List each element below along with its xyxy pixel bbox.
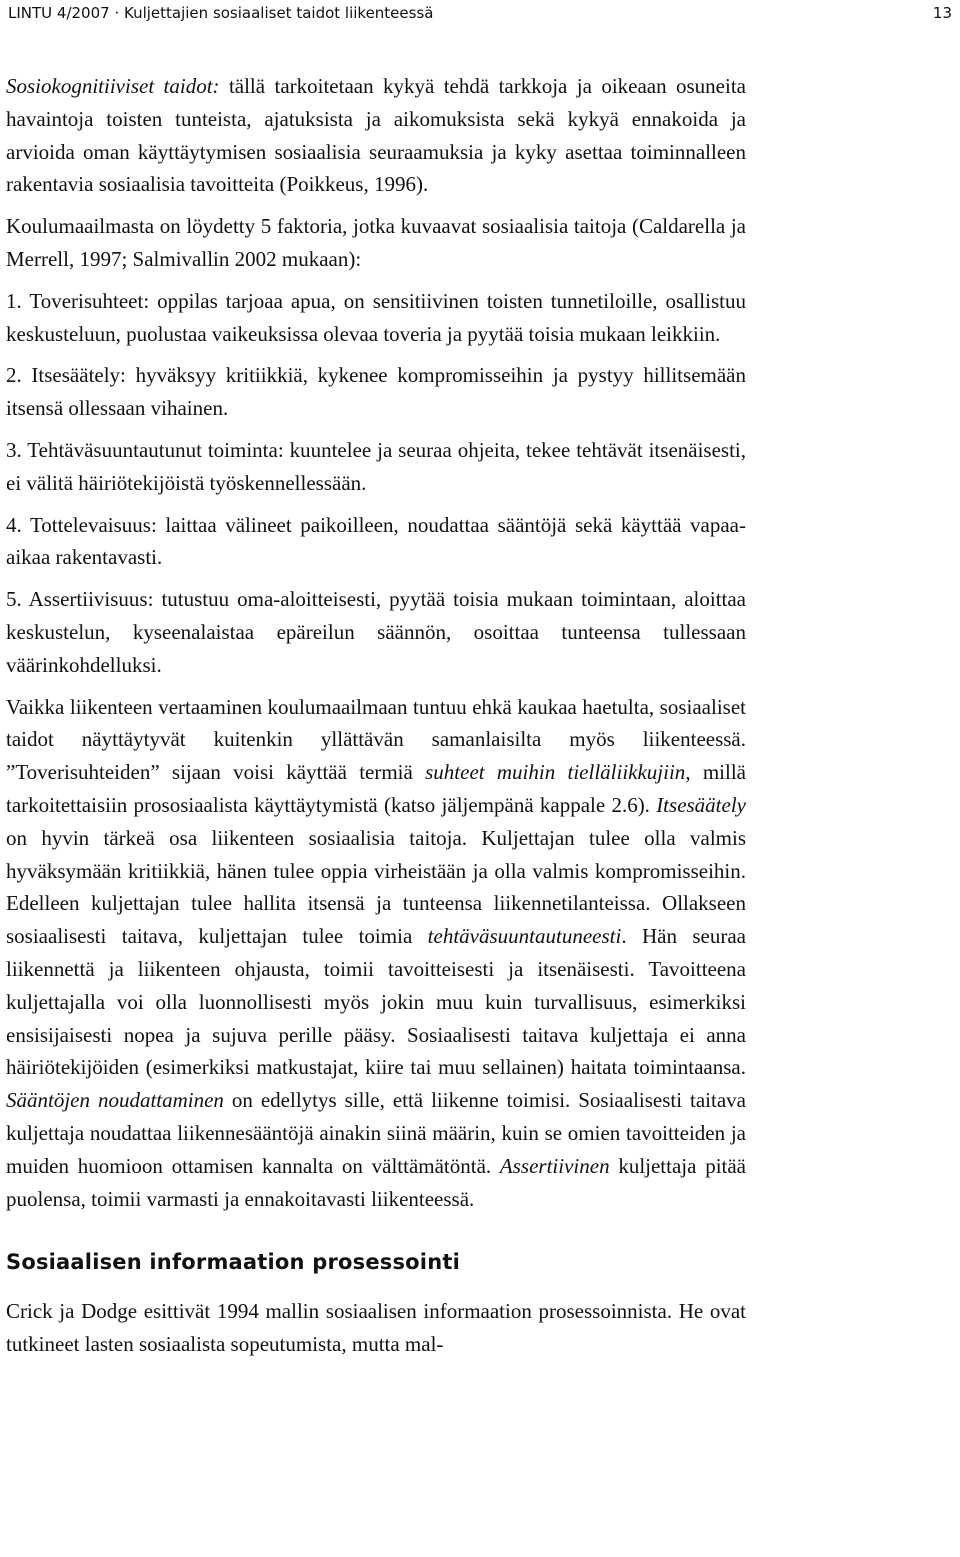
running-header — [8, 2, 952, 24]
emphasis-assertive: Assertiivinen — [499, 1153, 610, 1178]
emphasis-relations: suhteet muihin tielläliikkujiin — [425, 760, 686, 785]
article-body — [6, 70, 746, 1372]
paragraph-crick-dodge: Crick ja Dodge esittivät 1994 mallin sosiaalisen informaation prosessoinnista. He ovat tutkineet lasten sosiaalista sopeutumista, mutta mal- — [6, 1299, 746, 1357]
emphasis-task-oriented: tehtäväsuuntautuneesti — [427, 924, 622, 949]
list-item-2: 2. Itsesäätely: hyväksyy kritiikkiä, kykenee kompromisseihin ja pystyy hillitsemään itsensä ollessaan vihainen. — [6, 363, 746, 421]
paragraph-traffic: Vaikka liikenteen vertaaminen koulumaailmaan tuntuu ehkä kaukaa haetulta, sosiaaliset taidot näyttäytyvät kuitenkin yllättävän samanlaisilta myös liikenteessä. ”Toverisuhteiden” sijaan voisi käyttää termiä suhteet muihin tielläliikkujiin, millä tarkoitettaisiin prososiaalista käyttäytymistä (katso jäljempänä kappale 2.6). Itsesäätely on hyvin tärkeä osa liikenteen sosiaalisia taitoja. Kuljettajan tulee olla valmis hyväksymään kritiikkiä, hänen tulee oppia virheistään ja olla valmis kompromisseihin. Edelleen kuljettajan tulee hallita itsensä ja tunteensa liikennetilanteissa. Ollakseen sosiaalisesti taitava, kuljettajan tulee toimia tehtäväsuuntautuneesti. Hän seuraa liikennettä ja liikenteen ohjausta, toimii tavoitteisesti ja itsenäisesti. Tavoitteena kuljettajalla voi olla luonnollisesti myös jokin muu kuin turvallisuus, esimerkiksi ensisijaisesti nopea ja sujuva perille pääsy. Sosiaalisesti taitava kuljettaja ei anna häiriötekijöiden (esimerkiksi matkustajat, kiire tai muu sellainen) haitata toimintaansa. Sääntöjen noudattaminen on edellytys sille, että liikenne toimisi. Sosiaalisesti taitava kuljettaja noudattaa liikennesääntöjä ainakin siinä määrin, kuin se omien tavoitteiden ja muiden huomioon ottamisen kannalta on välttämätöntä. Assertiivinen kuljettaja pitää puolensa, toimii varmasti ja ennakoitavasti liikenteessä. — [6, 694, 746, 1211]
list-item-3: 3. Tehtäväsuuntautunut toiminta: kuuntelee ja seuraa ohjeita, tekee tehtävät itsenäisesti, ei välitä häiriötekijöistä työskennellessään. — [6, 437, 746, 495]
list-item-4: 4. Tottelevaisuus: laittaa välineet paikoilleen, noudattaa sääntöjä sekä käyttää vapaa-aikaa rakentavasti. — [6, 512, 746, 570]
emphasis-rule-following: Sääntöjen noudattaminen — [6, 1088, 224, 1113]
paragraph-text: tällä tarkoitetaan kykyä tehdä tarkkoja ja oikeaan osuneita havaintoja toisten tunteista, ajatuksista ja aikomuksista sekä kykyä ennakoida ja arvioida oman käyttäytymisen sosiaalisia seuraamuksia ja kyky asettaa toiminnalleen rakentavia sosiaalisia tavoitteita (Poikkeus, 1996). — [6, 74, 746, 197]
paragraph-factors-intro: Koulumaailmasta on löydetty 5 faktoria, jotka kuvaavat sosiaalisia taitoja (Caldarella ja Merrell, 1997; Salmivallin 2002 mukaan): — [6, 214, 746, 271]
list-item-1: 1. Toverisuhteet: oppilas tarjoaa apua, on sensitiivinen toisten tunnetiloille, osallistuu keskusteluun, puolustaa vaikeuksissa olevaa toveria ja pyytää toisia mukaan leikkiin. — [6, 288, 746, 346]
paragraph-sociocognitive — [6, 70, 746, 201]
emphasis-self-regulation: Itsesäätely — [656, 792, 746, 817]
section-heading: Sosiaalisen informaation prosessointi — [6, 1250, 460, 1275]
header-title: LINTU 4/2007 · Kuljettajien sosiaaliset taidot liikenteessä — [8, 4, 434, 22]
term-sociocognitive: Sosiokognitiiviset taidot: — [6, 74, 220, 98]
list-item-5: 5. Assertiivisuus: tutustuu oma-aloitteisesti, pyytää toisia mukaan toimintaan, aloittaa keskustelun, kyseenalaistaa epäreilun säännön, osoittaa tunteensa tullessaan väärinkohdelluksi. — [6, 587, 746, 677]
page-number: 13 — [932, 4, 952, 22]
